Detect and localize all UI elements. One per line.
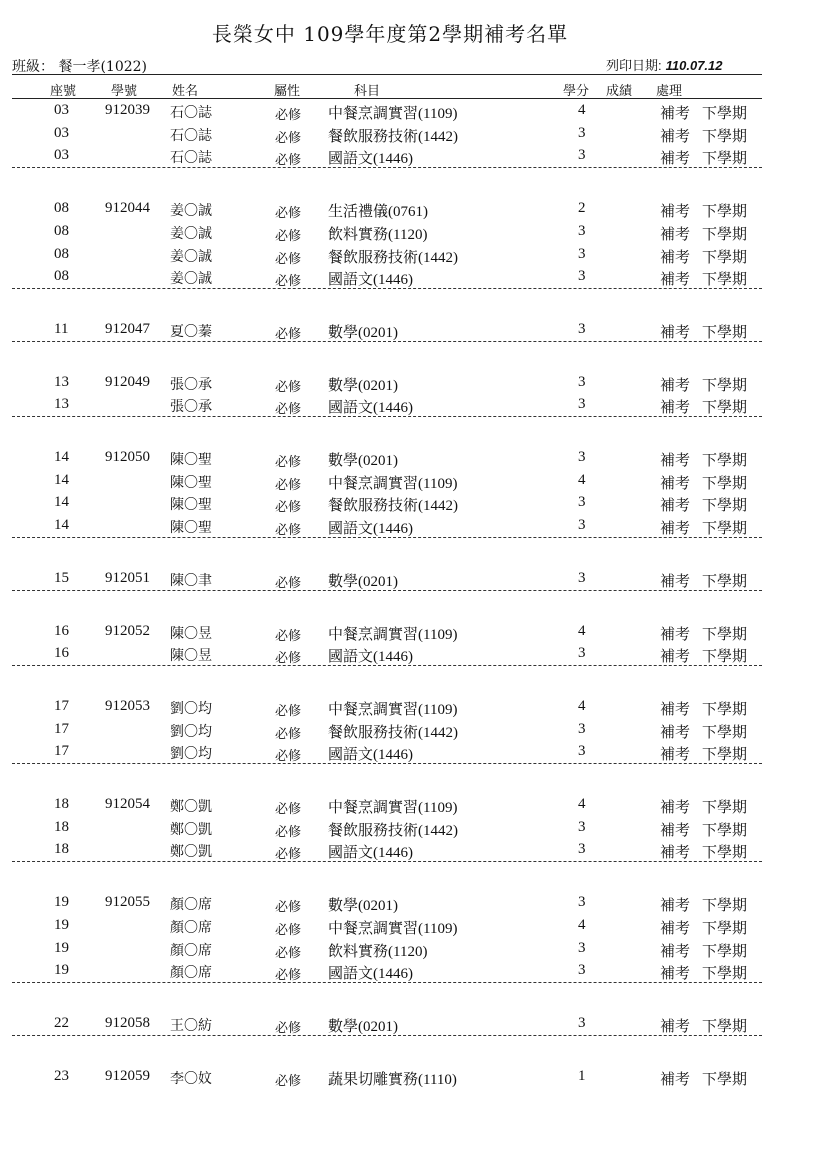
table-row <box>0 643 780 665</box>
credits-cell: 3 <box>578 1014 586 1031</box>
action-cell: 補考 <box>660 573 691 590</box>
action-cell: 補考 <box>660 800 691 816</box>
seat-cell: 19 <box>54 939 69 956</box>
name-cell: 陳〇聿 <box>170 572 212 589</box>
name-cell: 陳〇聖 <box>170 497 212 514</box>
name-cell: 夏〇蓁 <box>170 323 212 340</box>
header-student-id: 學號 <box>111 84 138 99</box>
seat-cell: 14 <box>54 517 69 534</box>
name-cell: 陳〇聖 <box>170 452 212 468</box>
action-cell: 補考 <box>660 453 691 469</box>
table-row <box>0 123 780 145</box>
term-cell: 下學期 <box>702 747 748 764</box>
subject-cell: 國語文(1446) <box>328 649 413 666</box>
seat-cell: 08 <box>54 245 69 262</box>
term-cell: 下學期 <box>702 920 748 937</box>
action-cell: 補考 <box>660 626 691 643</box>
name-cell: 石〇誌 <box>170 127 212 144</box>
subject-cell: 國語文(1446) <box>328 747 413 764</box>
name-cell: 張〇承 <box>170 376 212 393</box>
student-id-cell: 912051 <box>105 569 150 586</box>
header-subject: 科目 <box>354 84 381 99</box>
term-cell: 下學期 <box>702 272 748 289</box>
name-cell: 劉〇均 <box>170 700 212 717</box>
table-row <box>0 266 780 288</box>
table-row <box>0 892 780 914</box>
subject-cell: 餐飲服務技術(1442) <box>328 249 458 266</box>
credits-cell: 3 <box>578 373 586 390</box>
subject-cell: 蔬果切雕實務(1110) <box>328 1071 457 1088</box>
group-separator <box>12 167 762 168</box>
table-row <box>0 1066 780 1088</box>
type-cell: 必修 <box>275 401 302 417</box>
term-cell: 下學期 <box>702 521 748 538</box>
table-row <box>0 145 780 167</box>
subject-cell: 數學(0201) <box>328 1018 398 1035</box>
action-cell: 補考 <box>660 377 691 394</box>
credits-cell: 3 <box>578 841 586 858</box>
type-cell: 必修 <box>275 205 302 221</box>
term-cell: 下學期 <box>702 898 748 915</box>
type-cell: 必修 <box>275 152 302 168</box>
term-cell: 下學期 <box>702 626 748 643</box>
subject-cell: 數學(0201) <box>328 377 398 394</box>
credits-cell: 3 <box>578 449 586 465</box>
credits-cell: 4 <box>578 102 586 118</box>
subject-cell: 國語文(1446) <box>328 272 413 289</box>
type-cell: 必修 <box>275 801 302 816</box>
term-cell: 下學期 <box>702 377 748 394</box>
seat-cell: 14 <box>54 494 69 511</box>
type-cell: 必修 <box>275 846 302 862</box>
type-cell: 必修 <box>275 378 302 394</box>
credits-cell: 3 <box>578 396 586 413</box>
type-cell: 必修 <box>275 1072 302 1088</box>
term-cell: 下學期 <box>702 845 748 862</box>
header-action: 處理 <box>656 84 683 99</box>
name-cell: 姜〇誠 <box>170 203 212 220</box>
term-cell: 下學期 <box>702 226 748 243</box>
action-cell: 補考 <box>660 920 691 937</box>
type-cell: 必修 <box>275 725 302 741</box>
credits-cell: 3 <box>578 818 586 835</box>
credits-cell: 3 <box>578 962 586 979</box>
header-top-rule <box>12 74 762 75</box>
type-cell: 必修 <box>275 823 302 839</box>
subject-cell: 飲料實務(1120) <box>328 226 428 243</box>
subject-cell: 國語文(1446) <box>328 966 413 983</box>
credits-cell: 2 <box>578 200 586 217</box>
name-cell: 陳〇聖 <box>170 520 212 537</box>
group-separator <box>12 665 762 666</box>
term-cell: 下學期 <box>702 573 748 590</box>
seat-cell: 19 <box>54 916 69 933</box>
term-cell: 下學期 <box>702 475 748 492</box>
seat-cell: 08 <box>54 200 69 217</box>
action-cell: 補考 <box>660 701 691 718</box>
credits-cell: 3 <box>578 222 586 239</box>
term-cell: 下學期 <box>702 498 748 515</box>
seat-cell: 08 <box>54 268 69 285</box>
type-cell: 必修 <box>275 899 302 915</box>
type-cell: 必修 <box>275 1019 302 1035</box>
type-cell: 必修 <box>275 325 302 341</box>
term-cell: 下學期 <box>702 649 748 666</box>
action-cell: 補考 <box>660 226 691 243</box>
seat-cell: 18 <box>54 796 69 812</box>
student-id-cell: 912047 <box>105 320 150 337</box>
credits-cell: 3 <box>578 720 586 737</box>
term-cell: 下學期 <box>702 453 748 469</box>
credits-cell: 4 <box>578 916 586 933</box>
action-cell: 補考 <box>660 747 691 764</box>
seat-cell: 18 <box>54 818 69 835</box>
action-cell: 補考 <box>660 249 691 266</box>
table-row <box>0 794 780 816</box>
credits-cell: 3 <box>578 320 586 337</box>
seat-cell: 18 <box>54 841 69 858</box>
action-cell: 補考 <box>660 898 691 915</box>
header-credits: 學分 <box>563 84 590 99</box>
type-cell: 必修 <box>275 748 302 764</box>
subject-cell: 國語文(1446) <box>328 400 413 417</box>
term-cell: 下學期 <box>702 800 748 816</box>
name-cell: 劉〇均 <box>170 746 212 763</box>
credits-cell: 3 <box>578 268 586 285</box>
subject-cell: 中餐烹調實習(1109) <box>328 920 458 937</box>
term-cell: 下學期 <box>702 1018 748 1035</box>
subject-cell: 中餐烹調實習(1109) <box>328 701 458 718</box>
subject-cell: 中餐烹調實習(1109) <box>328 626 458 643</box>
action-cell: 補考 <box>660 151 691 168</box>
seat-cell: 15 <box>54 569 69 586</box>
seat-cell: 03 <box>54 147 69 164</box>
credits-cell: 3 <box>578 124 586 141</box>
action-cell: 補考 <box>660 128 691 145</box>
seat-cell: 03 <box>54 124 69 141</box>
subject-cell: 餐飲服務技術(1442) <box>328 822 458 839</box>
seat-cell: 03 <box>54 102 69 118</box>
action-cell: 補考 <box>660 1071 691 1088</box>
table-row <box>0 470 780 492</box>
action-cell: 補考 <box>660 204 691 221</box>
term-cell: 下學期 <box>702 204 748 221</box>
name-cell: 李〇妏 <box>170 1070 212 1087</box>
subject-cell: 生活禮儀(0761) <box>328 204 428 221</box>
name-cell: 陳〇昱 <box>170 648 212 665</box>
term-cell: 下學期 <box>702 128 748 145</box>
table-row <box>0 198 780 220</box>
table-row <box>0 568 780 590</box>
action-cell: 補考 <box>660 1018 691 1035</box>
seat-cell: 13 <box>54 373 69 390</box>
type-cell: 必修 <box>275 627 302 643</box>
student-id-cell: 912053 <box>105 697 150 714</box>
table-row <box>0 100 780 122</box>
action-cell: 補考 <box>660 272 691 289</box>
subject-cell: 數學(0201) <box>328 453 398 469</box>
name-cell: 顏〇席 <box>170 897 212 914</box>
table-row <box>0 938 780 960</box>
action-cell: 補考 <box>660 106 691 122</box>
term-cell: 下學期 <box>702 324 748 341</box>
subject-cell: 數學(0201) <box>328 324 398 341</box>
term-cell: 下學期 <box>702 151 748 168</box>
group-separator <box>12 861 762 862</box>
name-cell: 顏〇席 <box>170 919 212 936</box>
credits-cell: 4 <box>578 697 586 714</box>
header-name: 姓名 <box>172 84 199 99</box>
action-cell: 補考 <box>660 966 691 983</box>
student-id-cell: 912049 <box>105 373 150 390</box>
page-title: 長榮女中 109學年度第2學期補考名單 <box>211 22 569 46</box>
seat-cell: 13 <box>54 396 69 413</box>
table-row <box>0 515 780 537</box>
type-cell: 必修 <box>275 129 302 145</box>
name-cell: 石〇誌 <box>170 150 212 167</box>
action-cell: 補考 <box>660 400 691 417</box>
table-row <box>0 741 780 763</box>
subject-cell: 數學(0201) <box>328 573 398 590</box>
subject-cell: 中餐烹調實習(1109) <box>328 800 458 816</box>
table-row <box>0 394 780 416</box>
type-cell: 必修 <box>275 944 302 960</box>
header-bottom-rule <box>12 98 762 99</box>
table-row <box>0 817 780 839</box>
seat-cell: 08 <box>54 222 69 239</box>
type-cell: 必修 <box>275 227 302 243</box>
type-cell: 必修 <box>275 967 302 983</box>
subject-cell: 中餐烹調實習(1109) <box>328 106 458 122</box>
subject-cell: 飲料實務(1120) <box>328 943 428 960</box>
table-row <box>0 372 780 394</box>
group-separator <box>12 416 762 417</box>
action-cell: 補考 <box>660 943 691 960</box>
name-cell: 姜〇誠 <box>170 225 212 242</box>
type-cell: 必修 <box>275 476 302 492</box>
student-id-cell: 912052 <box>105 622 150 639</box>
type-cell: 必修 <box>275 454 302 469</box>
name-cell: 陳〇昱 <box>170 625 212 642</box>
type-cell: 必修 <box>275 107 302 122</box>
term-cell: 下學期 <box>702 106 748 122</box>
term-cell: 下學期 <box>702 400 748 417</box>
table-row <box>0 696 780 718</box>
student-id-cell: 912044 <box>105 200 150 217</box>
group-separator <box>12 341 762 342</box>
name-cell: 顏〇席 <box>170 965 212 982</box>
action-cell: 補考 <box>660 324 691 341</box>
table-row <box>0 839 780 861</box>
seat-cell: 16 <box>54 645 69 662</box>
name-cell: 姜〇誠 <box>170 248 212 265</box>
subject-cell: 國語文(1446) <box>328 845 413 862</box>
group-separator <box>12 537 762 538</box>
subject-cell: 國語文(1446) <box>328 521 413 538</box>
term-cell: 下學期 <box>702 822 748 839</box>
type-cell: 必修 <box>275 921 302 937</box>
group-separator <box>12 763 762 764</box>
subject-cell: 國語文(1446) <box>328 151 413 168</box>
term-cell: 下學期 <box>702 249 748 266</box>
action-cell: 補考 <box>660 822 691 839</box>
header-seat: 座號 <box>50 84 77 99</box>
print-date-value: 110.07.12 <box>665 58 723 73</box>
action-cell: 補考 <box>660 649 691 666</box>
class-label: 班級： 餐一孝(1022) <box>12 59 148 75</box>
type-cell: 必修 <box>275 522 302 538</box>
name-cell: 劉〇均 <box>170 723 212 740</box>
seat-cell: 23 <box>54 1067 69 1084</box>
credits-cell: 3 <box>578 894 586 911</box>
type-cell: 必修 <box>275 650 302 666</box>
subject-cell: 餐飲服務技術(1442) <box>328 498 458 515</box>
name-cell: 石〇誌 <box>170 105 212 121</box>
name-cell: 鄭〇凱 <box>170 821 212 838</box>
table-row <box>0 319 780 341</box>
term-cell: 下學期 <box>702 943 748 960</box>
student-id-cell: 912054 <box>105 796 150 812</box>
seat-cell: 11 <box>54 320 69 337</box>
student-id-cell: 912039 <box>105 102 150 118</box>
term-cell: 下學期 <box>702 966 748 983</box>
seat-cell: 19 <box>54 962 69 979</box>
credits-cell: 3 <box>578 645 586 662</box>
subject-cell: 中餐烹調實習(1109) <box>328 475 458 492</box>
seat-cell: 17 <box>54 697 69 714</box>
type-cell: 必修 <box>275 250 302 266</box>
table-row <box>0 960 780 982</box>
term-cell: 下學期 <box>702 701 748 718</box>
seat-cell: 14 <box>54 471 69 488</box>
name-cell: 張〇承 <box>170 399 212 416</box>
seat-cell: 22 <box>54 1014 69 1031</box>
table-row <box>0 447 780 469</box>
credits-cell: 4 <box>578 622 586 639</box>
student-id-cell: 912055 <box>105 894 150 911</box>
table-row <box>0 492 780 514</box>
subject-cell: 餐飲服務技術(1442) <box>328 128 458 145</box>
print-date-caption: 列印日期: <box>606 58 662 73</box>
name-cell: 王〇紡 <box>170 1017 212 1034</box>
group-separator <box>12 1035 762 1036</box>
action-cell: 補考 <box>660 475 691 492</box>
action-cell: 補考 <box>660 498 691 515</box>
credits-cell: 3 <box>578 939 586 956</box>
name-cell: 陳〇聖 <box>170 474 212 491</box>
group-separator <box>12 982 762 983</box>
table-row <box>0 1013 780 1035</box>
credits-cell: 4 <box>578 471 586 488</box>
credits-cell: 3 <box>578 147 586 164</box>
print-date-label <box>606 55 723 74</box>
type-cell: 必修 <box>275 574 302 590</box>
action-cell: 補考 <box>660 521 691 538</box>
credits-cell: 4 <box>578 796 586 812</box>
seat-cell: 17 <box>54 743 69 760</box>
seat-cell: 17 <box>54 720 69 737</box>
student-id-cell: 912050 <box>105 449 150 465</box>
subject-cell: 數學(0201) <box>328 898 398 915</box>
credits-cell: 3 <box>578 245 586 262</box>
group-separator <box>12 288 762 289</box>
term-cell: 下學期 <box>702 724 748 741</box>
student-id-cell: 912059 <box>105 1067 150 1084</box>
table-row <box>0 915 780 937</box>
header-type: 屬性 <box>274 84 301 99</box>
type-cell: 必修 <box>275 702 302 718</box>
type-cell: 必修 <box>275 273 302 289</box>
seat-cell: 16 <box>54 622 69 639</box>
name-cell: 顏〇席 <box>170 942 212 959</box>
action-cell: 補考 <box>660 845 691 862</box>
name-cell: 鄭〇凱 <box>170 799 212 815</box>
type-cell: 必修 <box>275 499 302 515</box>
student-id-cell: 912058 <box>105 1014 150 1031</box>
table-row <box>0 221 780 243</box>
table-row <box>0 244 780 266</box>
table-row <box>0 719 780 741</box>
credits-cell: 3 <box>578 569 586 586</box>
seat-cell: 19 <box>54 894 69 911</box>
credits-cell: 3 <box>578 743 586 760</box>
action-cell: 補考 <box>660 724 691 741</box>
group-separator <box>12 590 762 591</box>
name-cell: 姜〇誠 <box>170 271 212 288</box>
table-row <box>0 621 780 643</box>
name-cell: 鄭〇凱 <box>170 844 212 861</box>
credits-cell: 3 <box>578 517 586 534</box>
term-cell: 下學期 <box>702 1071 748 1088</box>
credits-cell: 1 <box>578 1067 586 1084</box>
credits-cell: 3 <box>578 494 586 511</box>
seat-cell: 14 <box>54 449 69 465</box>
subject-cell: 餐飲服務技術(1442) <box>328 724 458 741</box>
header-score: 成績 <box>606 84 633 99</box>
